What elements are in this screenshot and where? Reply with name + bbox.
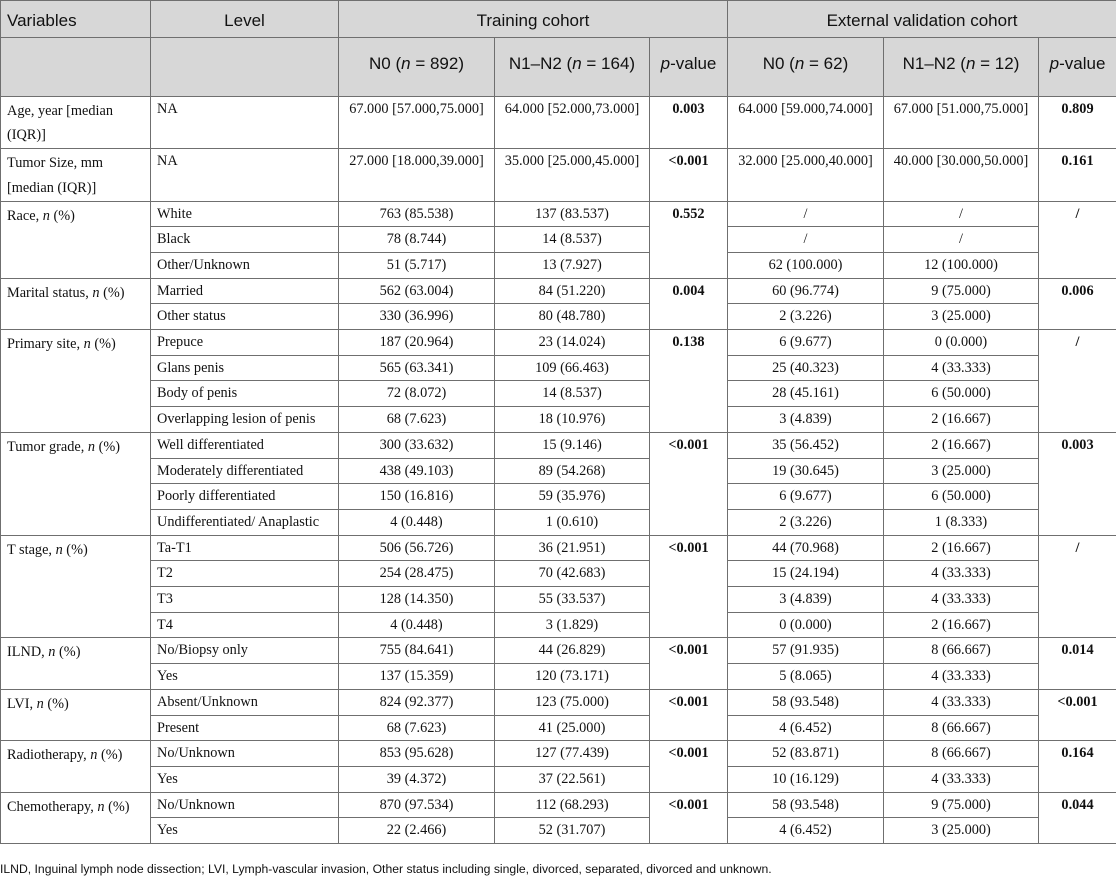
training-n1n2-cell: 120 (73.171)	[495, 664, 650, 690]
external-n1n2-cell: 3 (25.000)	[884, 304, 1039, 330]
external-pvalue-cell: /	[1039, 201, 1116, 278]
level-cell: Ta-T1	[151, 535, 339, 561]
table-row	[1, 535, 1116, 561]
external-n0-cell: 2 (3.226)	[728, 509, 884, 535]
training-n1n2-cell: 84 (51.220)	[495, 278, 650, 304]
external-n0-cell: 0 (0.000)	[728, 612, 884, 638]
training-n1n2-cell: 36 (21.951)	[495, 535, 650, 561]
table-row	[1, 201, 1116, 227]
external-n0-cell: 44 (70.968)	[728, 535, 884, 561]
training-n0-cell: 68 (7.623)	[339, 407, 495, 433]
level-cell: Poorly differentiated	[151, 484, 339, 510]
table-row	[1, 612, 1116, 638]
external-n0-cell: 58 (93.548)	[728, 689, 884, 715]
variable-name: LVI, n (%)	[1, 689, 151, 740]
table-row	[1, 818, 1116, 844]
training-pvalue-cell: 0.004	[650, 278, 728, 329]
level-cell: Married	[151, 278, 339, 304]
training-n1n2-cell: 14 (8.537)	[495, 227, 650, 253]
level-cell: Glans penis	[151, 355, 339, 381]
training-n1n2-cell: 123 (75.000)	[495, 689, 650, 715]
header-external-n1n2: N1–N2 (n = 12)	[884, 37, 1039, 96]
external-n1n2-cell: 8 (66.667)	[884, 741, 1039, 767]
level-cell: T3	[151, 587, 339, 613]
training-n1n2-cell: 55 (33.537)	[495, 587, 650, 613]
external-n1n2-cell: 4 (33.333)	[884, 587, 1039, 613]
level-cell: Present	[151, 715, 339, 741]
training-n1n2-cell: 18 (10.976)	[495, 407, 650, 433]
table-row	[1, 664, 1116, 690]
external-n1n2-cell: 3 (25.000)	[884, 818, 1039, 844]
external-n0-cell: 6 (9.677)	[728, 484, 884, 510]
variable-name: Chemotherapy, n (%)	[1, 792, 151, 843]
level-cell: Well differentiated	[151, 432, 339, 458]
header-variables-blank	[1, 37, 151, 96]
external-n1n2-cell: 12 (100.000)	[884, 252, 1039, 278]
training-n0-cell: 51 (5.717)	[339, 252, 495, 278]
external-n0-cell: 28 (45.161)	[728, 381, 884, 407]
training-n0-cell: 68 (7.623)	[339, 715, 495, 741]
training-n0-cell: 300 (33.632)	[339, 432, 495, 458]
training-pvalue-cell: <0.001	[650, 689, 728, 740]
external-n1n2-cell: 40.000 [30.000,50.000]	[884, 149, 1039, 201]
external-pvalue-cell: 0.809	[1039, 96, 1116, 148]
training-n0-cell: 187 (20.964)	[339, 330, 495, 356]
training-n1n2-cell: 35.000 [25.000,45.000]	[495, 149, 650, 201]
external-n0-cell: 6 (9.677)	[728, 330, 884, 356]
level-cell: Undifferentiated/ Anaplastic	[151, 509, 339, 535]
training-n1n2-cell: 137 (83.537)	[495, 201, 650, 227]
table-row	[1, 330, 1116, 356]
level-cell: Yes	[151, 766, 339, 792]
training-n0-cell: 755 (84.641)	[339, 638, 495, 664]
level-cell: NA	[151, 149, 339, 201]
header-training-n0: N0 (n = 892)	[339, 37, 495, 96]
external-n1n2-cell: /	[884, 227, 1039, 253]
external-n1n2-cell: 4 (33.333)	[884, 355, 1039, 381]
training-n1n2-cell: 59 (35.976)	[495, 484, 650, 510]
external-n0-cell: 2 (3.226)	[728, 304, 884, 330]
table-row	[1, 227, 1116, 253]
table-row	[1, 587, 1116, 613]
variable-name: Marital status, n (%)	[1, 278, 151, 329]
header-external-pvalue: p-value	[1039, 37, 1116, 96]
external-n0-cell: 58 (93.548)	[728, 792, 884, 818]
external-pvalue-cell: /	[1039, 535, 1116, 638]
table-row	[1, 715, 1116, 741]
level-cell: Absent/Unknown	[151, 689, 339, 715]
external-pvalue-cell: <0.001	[1039, 689, 1116, 740]
variable-name: Radiotherapy, n (%)	[1, 741, 151, 792]
level-cell: No/Unknown	[151, 792, 339, 818]
external-n0-cell: 35 (56.452)	[728, 432, 884, 458]
external-n1n2-cell: 2 (16.667)	[884, 612, 1039, 638]
training-n0-cell: 438 (49.103)	[339, 458, 495, 484]
training-n0-cell: 824 (92.377)	[339, 689, 495, 715]
external-n1n2-cell: 3 (25.000)	[884, 458, 1039, 484]
external-n1n2-cell: 67.000 [51.000,75.000]	[884, 96, 1039, 148]
table-row	[1, 561, 1116, 587]
training-pvalue-cell: <0.001	[650, 638, 728, 689]
level-cell: Other/Unknown	[151, 252, 339, 278]
training-n0-cell: 39 (4.372)	[339, 766, 495, 792]
external-n0-cell: 19 (30.645)	[728, 458, 884, 484]
header-level: Level	[151, 1, 339, 38]
training-n1n2-cell: 64.000 [52.000,73.000]	[495, 96, 650, 148]
table-row	[1, 638, 1116, 664]
header-training-pvalue: p-value	[650, 37, 728, 96]
external-n1n2-cell: 9 (75.000)	[884, 792, 1039, 818]
external-n1n2-cell: 4 (33.333)	[884, 689, 1039, 715]
external-n0-cell: 57 (91.935)	[728, 638, 884, 664]
training-n1n2-cell: 1 (0.610)	[495, 509, 650, 535]
training-pvalue-cell: <0.001	[650, 792, 728, 843]
external-n1n2-cell: 9 (75.000)	[884, 278, 1039, 304]
training-n0-cell: 4 (0.448)	[339, 509, 495, 535]
level-cell: T2	[151, 561, 339, 587]
training-pvalue-cell: <0.001	[650, 741, 728, 792]
variable-name: T stage, n (%)	[1, 535, 151, 638]
level-cell: No/Unknown	[151, 741, 339, 767]
level-cell: Moderately differentiated	[151, 458, 339, 484]
external-n1n2-cell: 6 (50.000)	[884, 484, 1039, 510]
external-n0-cell: 60 (96.774)	[728, 278, 884, 304]
external-n1n2-cell: /	[884, 201, 1039, 227]
training-pvalue-cell: 0.138	[650, 330, 728, 433]
table-row	[1, 792, 1116, 818]
external-n1n2-cell: 4 (33.333)	[884, 561, 1039, 587]
external-n1n2-cell: 8 (66.667)	[884, 638, 1039, 664]
header-external-n0: N0 (n = 62)	[728, 37, 884, 96]
training-n0-cell: 128 (14.350)	[339, 587, 495, 613]
training-pvalue-cell: 0.003	[650, 96, 728, 148]
table-footnote: ILND, Inguinal lymph node dissection; LVI, Lymph-vascular invasion, Other status including single, divorced, separated, divorced and unknown.	[0, 862, 772, 876]
level-cell: NA	[151, 96, 339, 148]
table-row	[1, 458, 1116, 484]
level-cell: Yes	[151, 664, 339, 690]
external-n0-cell: /	[728, 201, 884, 227]
variable-name: Race, n (%)	[1, 201, 151, 278]
training-pvalue-cell: 0.552	[650, 201, 728, 278]
training-n0-cell: 565 (63.341)	[339, 355, 495, 381]
variable-name: Age, year [median (IQR)]	[1, 96, 151, 148]
training-n0-cell: 67.000 [57.000,75.000]	[339, 96, 495, 148]
external-pvalue-cell: /	[1039, 330, 1116, 433]
training-n0-cell: 870 (97.534)	[339, 792, 495, 818]
external-n1n2-cell: 6 (50.000)	[884, 381, 1039, 407]
external-pvalue-cell: 0.014	[1039, 638, 1116, 689]
header-training-cohort: Training cohort	[339, 1, 728, 38]
training-n1n2-cell: 112 (68.293)	[495, 792, 650, 818]
external-pvalue-cell: 0.161	[1039, 149, 1116, 201]
training-pvalue-cell: <0.001	[650, 149, 728, 201]
level-cell: Body of penis	[151, 381, 339, 407]
training-n1n2-cell: 52 (31.707)	[495, 818, 650, 844]
training-n0-cell: 72 (8.072)	[339, 381, 495, 407]
training-pvalue-cell: <0.001	[650, 535, 728, 638]
table-row	[1, 278, 1116, 304]
external-n1n2-cell: 8 (66.667)	[884, 715, 1039, 741]
training-n0-cell: 78 (8.744)	[339, 227, 495, 253]
training-n1n2-cell: 109 (66.463)	[495, 355, 650, 381]
training-n1n2-cell: 13 (7.927)	[495, 252, 650, 278]
external-n0-cell: 62 (100.000)	[728, 252, 884, 278]
table-row	[1, 766, 1116, 792]
external-pvalue-cell: 0.044	[1039, 792, 1116, 843]
level-cell: White	[151, 201, 339, 227]
external-n0-cell: 5 (8.065)	[728, 664, 884, 690]
header-variables: Variables	[1, 1, 151, 38]
external-pvalue-cell: 0.006	[1039, 278, 1116, 329]
external-n1n2-cell: 4 (33.333)	[884, 664, 1039, 690]
training-n0-cell: 137 (15.359)	[339, 664, 495, 690]
training-n1n2-cell: 15 (9.146)	[495, 432, 650, 458]
external-n1n2-cell: 0 (0.000)	[884, 330, 1039, 356]
external-n0-cell: 32.000 [25.000,40.000]	[728, 149, 884, 201]
training-n1n2-cell: 14 (8.537)	[495, 381, 650, 407]
training-n1n2-cell: 44 (26.829)	[495, 638, 650, 664]
header-level-blank	[151, 37, 339, 96]
level-cell: Black	[151, 227, 339, 253]
external-pvalue-cell: 0.164	[1039, 741, 1116, 792]
external-n1n2-cell: 4 (33.333)	[884, 766, 1039, 792]
table-row	[1, 689, 1116, 715]
table-row	[1, 741, 1116, 767]
training-n0-cell: 27.000 [18.000,39.000]	[339, 149, 495, 201]
table-row	[1, 149, 1116, 201]
training-n1n2-cell: 127 (77.439)	[495, 741, 650, 767]
table-row	[1, 381, 1116, 407]
level-cell: Yes	[151, 818, 339, 844]
external-n0-cell: 15 (24.194)	[728, 561, 884, 587]
level-cell: No/Biopsy only	[151, 638, 339, 664]
header-external-cohort: External validation cohort	[728, 1, 1116, 38]
external-n0-cell: /	[728, 227, 884, 253]
level-cell: Other status	[151, 304, 339, 330]
training-n0-cell: 22 (2.466)	[339, 818, 495, 844]
external-n1n2-cell: 2 (16.667)	[884, 535, 1039, 561]
external-n0-cell: 4 (6.452)	[728, 818, 884, 844]
level-cell: Overlapping lesion of penis	[151, 407, 339, 433]
training-n1n2-cell: 23 (14.024)	[495, 330, 650, 356]
variable-name: ILND, n (%)	[1, 638, 151, 689]
external-n1n2-cell: 1 (8.333)	[884, 509, 1039, 535]
training-n1n2-cell: 41 (25.000)	[495, 715, 650, 741]
training-n1n2-cell: 37 (22.561)	[495, 766, 650, 792]
table-row	[1, 304, 1116, 330]
external-n0-cell: 52 (83.871)	[728, 741, 884, 767]
table-row	[1, 432, 1116, 458]
external-n0-cell: 3 (4.839)	[728, 587, 884, 613]
variable-name: Tumor grade, n (%)	[1, 432, 151, 535]
training-n0-cell: 254 (28.475)	[339, 561, 495, 587]
training-pvalue-cell: <0.001	[650, 432, 728, 535]
external-n1n2-cell: 2 (16.667)	[884, 432, 1039, 458]
training-n1n2-cell: 80 (48.780)	[495, 304, 650, 330]
table-row	[1, 509, 1116, 535]
table-row	[1, 252, 1116, 278]
external-n0-cell: 4 (6.452)	[728, 715, 884, 741]
external-n0-cell: 25 (40.323)	[728, 355, 884, 381]
table-row	[1, 355, 1116, 381]
training-n0-cell: 853 (95.628)	[339, 741, 495, 767]
training-n0-cell: 506 (56.726)	[339, 535, 495, 561]
external-n0-cell: 3 (4.839)	[728, 407, 884, 433]
level-cell: Prepuce	[151, 330, 339, 356]
level-cell: T4	[151, 612, 339, 638]
training-n0-cell: 150 (16.816)	[339, 484, 495, 510]
table-row	[1, 484, 1116, 510]
training-n1n2-cell: 89 (54.268)	[495, 458, 650, 484]
external-pvalue-cell: 0.003	[1039, 432, 1116, 535]
external-n1n2-cell: 2 (16.667)	[884, 407, 1039, 433]
table-body	[1, 96, 1116, 843]
training-n0-cell: 562 (63.004)	[339, 278, 495, 304]
training-n1n2-cell: 70 (42.683)	[495, 561, 650, 587]
header-training-n1n2: N1–N2 (n = 164)	[495, 37, 650, 96]
external-n0-cell: 64.000 [59.000,74.000]	[728, 96, 884, 148]
training-n0-cell: 330 (36.996)	[339, 304, 495, 330]
variable-name: Tumor Size, mm [median (IQR)]	[1, 149, 151, 201]
table-row	[1, 96, 1116, 148]
training-n1n2-cell: 3 (1.829)	[495, 612, 650, 638]
training-n0-cell: 763 (85.538)	[339, 201, 495, 227]
training-n0-cell: 4 (0.448)	[339, 612, 495, 638]
variable-name: Primary site, n (%)	[1, 330, 151, 433]
external-n0-cell: 10 (16.129)	[728, 766, 884, 792]
table-row	[1, 407, 1116, 433]
